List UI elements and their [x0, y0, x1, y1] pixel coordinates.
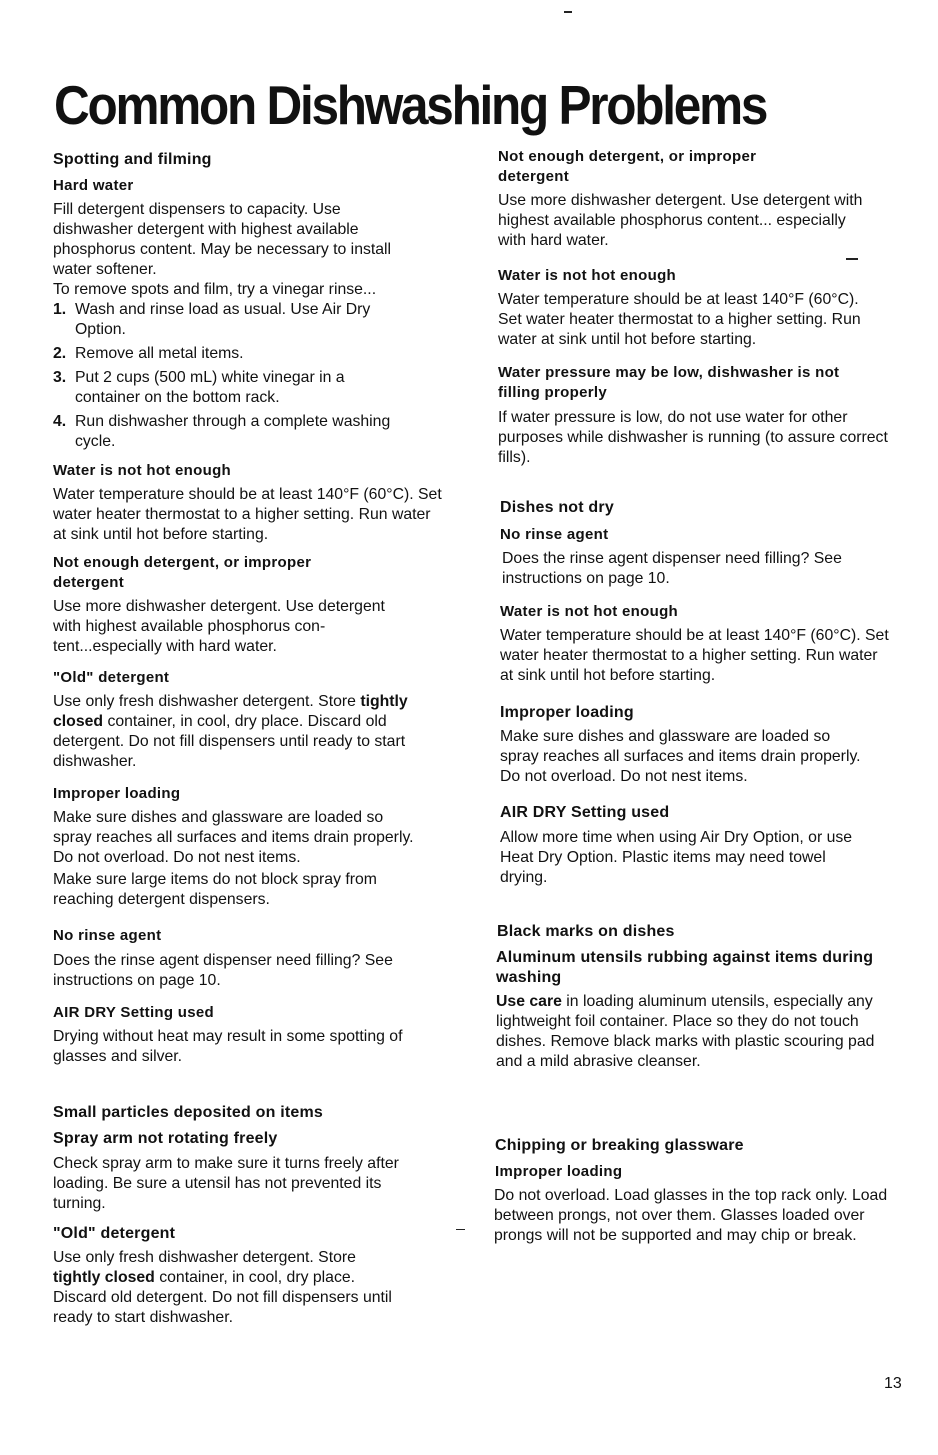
subheading-old-detergent: "Old" detergent	[53, 669, 170, 686]
emphasis: tightly closed	[53, 1269, 155, 1286]
subheading-aluminum-utensils: Aluminum utensils rubbing against items during washing	[496, 949, 874, 986]
subheading-not-enough-detergent-right: Not enough detergent, or improper detergent	[498, 148, 757, 185]
water-not-hot-text: Water temperature should be at least 140°F (60°C). Set water heater thermostat to a higher setting. Run water at sink until hot before starting.	[53, 486, 442, 543]
list-item: 2. Remove all metal items.	[53, 345, 244, 362]
no-rinse-agent-text: Does the rinse agent dispenser need filling? See instructions on page 10.	[53, 952, 393, 989]
subheading-water-not-hot-right-2: Water is not hot enough	[500, 603, 678, 620]
spray-arm-text: Check spray arm to make sure it turns freely after loading. Be sure a utensil has not prevented its turning.	[53, 1155, 399, 1212]
subheading-no-rinse-agent: No rinse agent	[53, 927, 162, 944]
water-not-hot-right-text-2: Water temperature should be at least 140°F (60°C). Set water heater thermostat to a higher setting. Run water at sink until hot before starting.	[500, 627, 889, 684]
subheading-not-enough-detergent: Not enough detergent, or improper detergent	[53, 554, 312, 591]
section-heading-chipping: Chipping or breaking glassware	[495, 1137, 744, 1154]
old-detergent-text: Use only fresh dishwasher detergent. Store tightly closed container, in cool, dry place. Discard old detergent. Do not fill dispensers until ready to start dishwasher.	[53, 693, 408, 770]
improper-loading-glassware-text: Do not overload. Load glasses in the top rack only. Load between prongs, not over them. Glasses loaded over prongs will not be supported and may chip or break.	[494, 1187, 888, 1244]
no-rinse-agent-right-text: Does the rinse agent dispenser need filling? See instructions on page 10.	[502, 550, 842, 587]
subheading-water-pressure: Water pressure may be low, dishwasher is not filling properly	[498, 364, 840, 401]
not-enough-detergent-text: Use more dishwasher detergent. Use detergent with highest available phosphorus con- tent...especially with hard water.	[53, 598, 385, 655]
print-mark	[564, 11, 572, 13]
section-heading-particles: Small particles deposited on items	[53, 1104, 323, 1121]
improper-loading-right-text: Make sure dishes and glassware are loaded so spray reaches all surfaces and items drain properly. Do not overload. Do not nest items.	[500, 728, 861, 785]
print-mark	[846, 258, 858, 260]
water-not-hot-right-text: Water temperature should be at least 140°F (60°C). Set water heater thermostat to a higher setting. Run water at sink until hot before starting.	[498, 291, 861, 348]
improper-loading-paragraph: Make sure dishes and glassware are loaded so spray reaches all surfaces and items drain properly. Do not overload. Do not nest items.	[53, 809, 414, 866]
large-items-paragraph: Make sure large items do not block spray from reaching detergent dispensers.	[53, 871, 377, 908]
subheading-improper-loading-right: Improper loading	[500, 704, 634, 721]
air-dry-text: Drying without heat may result in some spotting of glasses and silver.	[53, 1028, 403, 1065]
list-item: 3. Put 2 cups (500 mL) white vinegar in a container on the bottom rack.	[53, 369, 345, 406]
page-number: 13	[884, 1375, 902, 1392]
subheading-improper-loading: Improper loading	[53, 785, 181, 802]
page-title: Common Dishwashing Problems	[54, 74, 767, 136]
hard-water-paragraph: Fill detergent dispensers to capacity. Use dishwasher detergent with highest available phosphorus content. May be necessary to install water softener.	[53, 201, 392, 278]
improper-loading-text	[53, 808, 423, 910]
air-dry-right-text: Allow more time when using Air Dry Option, or use Heat Dry Option. Plastic items may need towel drying.	[500, 829, 853, 886]
subheading-improper-loading-glassware: Improper loading	[495, 1163, 623, 1180]
subheading-old-detergent-2: "Old" detergent	[53, 1225, 176, 1242]
subheading-water-not-hot-right: Water is not hot enough	[498, 267, 676, 284]
old-detergent-text-2: Use only fresh dishwasher detergent. Store tightly closed container, in cool, dry place. Discard old detergent. Do not fill dispensers until ready to start dishwasher.	[53, 1249, 392, 1326]
section-heading-black-marks: Black marks on dishes	[497, 923, 675, 940]
water-pressure-text: If water pressure is low, do not use water for other purposes while dishwasher is running (to assure correct fills).	[498, 409, 888, 466]
aluminum-utensils-text: Use care in loading aluminum utensils, especially any lightweight foil container. Place so they do not touch dishes. Remove black marks with plastic scouring pad and a mild abrasive cleanser.	[496, 993, 875, 1070]
emphasis: Use care	[496, 993, 562, 1010]
subheading-air-dry: AIR DRY Setting used	[53, 1004, 215, 1021]
list-item: 1. Wash and rinse load as usual. Use Air Dry Option.	[53, 301, 371, 338]
emphasis: tightly closed	[53, 693, 408, 730]
subheading-water-not-hot: Water is not hot enough	[53, 462, 231, 479]
subheading-hard-water: Hard water	[53, 177, 134, 194]
print-mark	[456, 1229, 465, 1230]
list-item: 4. Run dishwasher through a complete washing cycle.	[53, 413, 391, 450]
section-heading-spotting: Spotting and filming	[53, 151, 212, 168]
vinegar-rinse-intro: To remove spots and film, try a vinegar rinse...	[53, 281, 377, 298]
section-heading-dishes-not-dry: Dishes not dry	[500, 499, 614, 516]
subheading-air-dry-right: AIR DRY Setting used	[500, 804, 670, 821]
subheading-spray-arm: Spray arm not rotating freely	[53, 1130, 278, 1147]
subheading-no-rinse-agent-right: No rinse agent	[500, 526, 609, 543]
hard-water-text	[53, 200, 413, 452]
not-enough-detergent-right-text: Use more dishwasher detergent. Use detergent with highest available phosphorus content... especially with hard water.	[498, 192, 863, 249]
